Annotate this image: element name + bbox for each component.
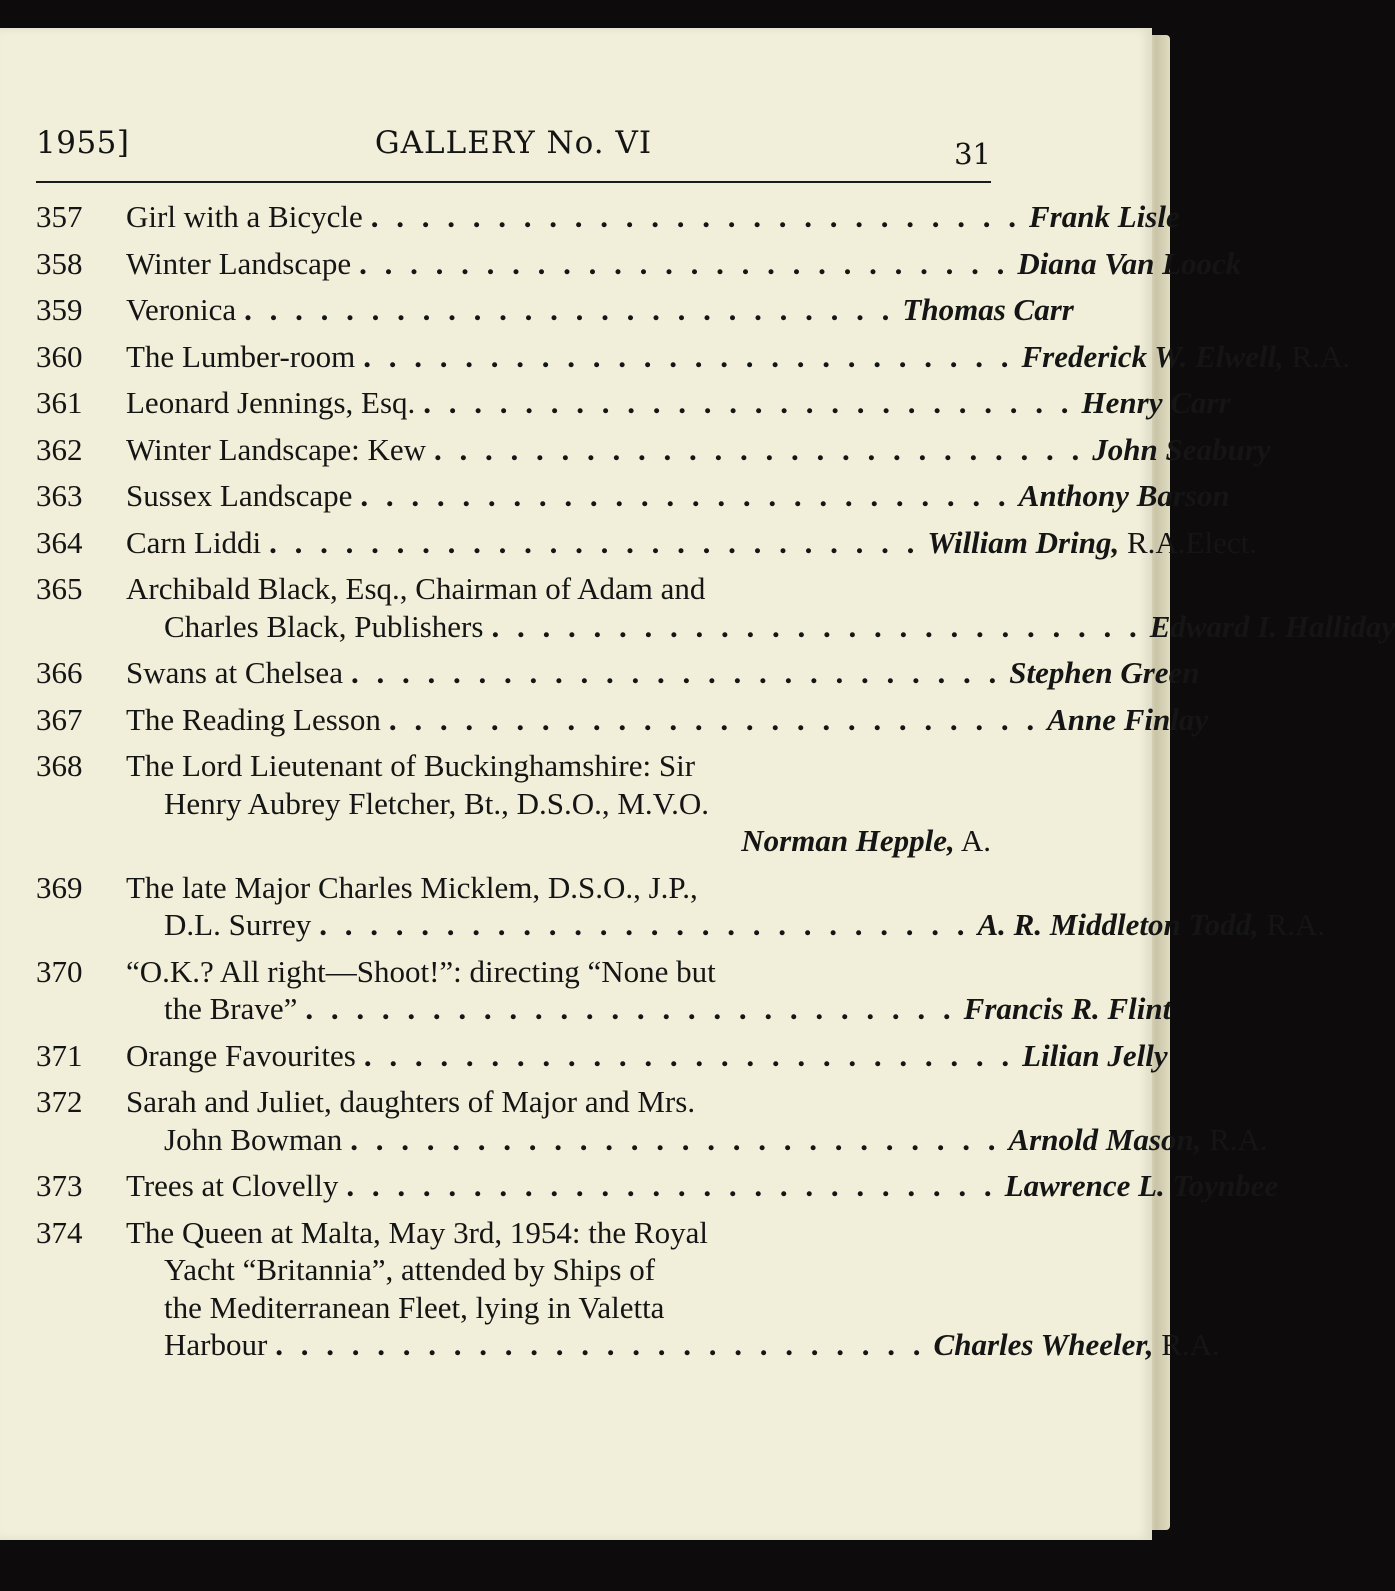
header-title: GALLERY No. VI <box>374 125 653 161</box>
leader-dots: . . . . . . . . . . . . . . . . . . . . . . . . . . <box>244 292 895 327</box>
entry-number: 374 <box>36 1214 83 1250</box>
leader-dots: . . . . . . . . . . . . . . . . . . . . . . . . . . <box>360 478 1011 513</box>
entry-title: Winter Landscape <box>126 245 352 281</box>
header-year: 1955] <box>36 125 130 161</box>
entry-artist: Norman Hepple, <box>741 823 955 858</box>
catalogue-entry <box>36 1037 1168 1075</box>
entry-artist: Francis R. Flint <box>963 991 1172 1026</box>
catalogue-entry <box>36 1214 1220 1364</box>
entry-title-continued: Yacht “Britannia”, attended by Ships of <box>164 1252 656 1287</box>
entry-number: 361 <box>36 385 83 420</box>
entry-artist: Frank Lisle <box>1029 199 1180 234</box>
entry-title: “O.K.? All right—Shoot!”: directing “None but <box>126 953 716 989</box>
entry-artist: A. R. Middleton Todd, <box>977 907 1259 942</box>
artist-suffix: R.A. <box>1209 1121 1268 1157</box>
catalogue-entry <box>36 477 1230 515</box>
leader-dots: . . . . . . . . . . . . . . . . . . . . . . . . . . <box>363 338 1014 374</box>
entry-title: Leonard Jennings, Esq. <box>126 385 416 420</box>
entry-number: 359 <box>36 292 83 327</box>
catalogue-entry <box>36 953 1172 1028</box>
entry-title-continued: the Mediterranean Fleet, lying in Valetta <box>164 1289 665 1325</box>
entry-title: Veronica <box>126 292 237 327</box>
catalogue-entry <box>36 701 1209 739</box>
entry-artist: Arnold Mason, <box>1008 1121 1202 1157</box>
entry-number: 366 <box>36 655 83 690</box>
page-number: 31 <box>954 137 991 171</box>
leader-dots: . . . . . . . . . . . . . . . . . . . . . . . . . . <box>388 701 1040 737</box>
entry-number: 362 <box>36 431 83 467</box>
catalogue-entry <box>36 245 1242 283</box>
entry-number: 370 <box>36 953 83 989</box>
entry-artist: Lawrence L. Toynbee <box>1004 1168 1279 1203</box>
entry-artist: Stephen Green <box>1009 655 1200 690</box>
entry-title: The Queen at Malta, May 3rd, 1954: the Royal <box>126 1214 708 1250</box>
entry-artist: Edward I. Halliday <box>1149 608 1395 644</box>
entry-artist: Henry Carr <box>1081 385 1231 420</box>
entry-artist: Frederick W. Elwell, <box>1021 338 1284 374</box>
entry-title: Winter Landscape: Kew <box>126 431 427 467</box>
entry-number: 363 <box>36 478 83 513</box>
entry-number: 357 <box>36 199 83 234</box>
entry-title: The Reading Lesson <box>126 701 381 737</box>
artist-suffix: R.A. <box>1266 907 1326 942</box>
entry-title: The late Major Charles Micklem, D.S.O., J.P., <box>126 869 698 905</box>
entry-number: 372 <box>36 1084 83 1119</box>
entry-number: 360 <box>36 338 83 374</box>
artist-suffix: R.A.Elect. <box>1126 524 1257 560</box>
entry-title: The Lumber-room <box>126 338 356 374</box>
catalogue-entry <box>36 570 1395 645</box>
leader-dots: . . . . . . . . . . . . . . . . . . . . . . . . . . <box>346 1168 997 1203</box>
entry-title-continued: D.L. Surrey <box>164 907 312 942</box>
entry-title-continued: the Brave” <box>164 991 298 1026</box>
leader-dots: . . . . . . . . . . . . . . . . . . . . . . . . . . <box>269 524 920 560</box>
running-header <box>36 125 991 177</box>
entry-artist: Anthony Barson <box>1018 478 1230 513</box>
catalogue-entry <box>36 431 1271 469</box>
catalogue-entries <box>36 198 1395 1373</box>
entry-title: Carn Liddi <box>126 524 262 560</box>
entry-number: 358 <box>36 245 83 281</box>
artist-suffix: A. <box>960 823 991 858</box>
entry-title-continued: Harbour <box>164 1327 268 1362</box>
catalogue-entry <box>36 524 1257 562</box>
entry-title: Girl with a Bicycle <box>126 199 363 234</box>
entry-artist: Diana Van Loock <box>1017 245 1242 281</box>
entry-title: Swans at Chelsea <box>126 655 343 690</box>
leader-dots: . . . . . . . . . . . . . . . . . . . . . . . . . . <box>305 991 956 1026</box>
entry-number: 368 <box>36 748 83 783</box>
entry-artist: Anne Finlay <box>1047 701 1209 737</box>
leader-dots: . . . . . . . . . . . . . . . . . . . . . . . . . . <box>423 385 1074 420</box>
entry-artist: John Seabury <box>1092 431 1271 467</box>
entry-title: Sussex Landscape <box>126 478 353 513</box>
entry-number: 364 <box>36 524 83 560</box>
entry-title: Archibald Black, Esq., Chairman of Adam and <box>126 571 706 606</box>
leader-dots: . . . . . . . . . . . . . . . . . . . . . . . . . . <box>491 608 1142 644</box>
leader-dots: . . . . . . . . . . . . . . . . . . . . . . . . . . <box>350 1121 1001 1157</box>
entry-artist: Lilian Jelly <box>1022 1037 1168 1073</box>
catalogue-entry <box>36 869 1326 944</box>
entry-number: 365 <box>36 571 83 606</box>
catalogue-entry <box>36 747 991 860</box>
leader-dots: . . . . . . . . . . . . . . . . . . . . . . . . . . <box>275 1327 926 1362</box>
artist-suffix: R.A. <box>1291 338 1351 374</box>
entry-title-continued: Henry Aubrey Fletcher, Bt., D.S.O., M.V.O. <box>164 785 709 821</box>
catalogue-entry <box>36 338 1351 376</box>
leader-dots: . . . . . . . . . . . . . . . . . . . . . . . . . . <box>370 199 1021 234</box>
entry-number: 371 <box>36 1037 83 1073</box>
entry-title-continued: John Bowman <box>164 1121 343 1157</box>
catalogue-entry <box>36 198 1180 236</box>
header-rule <box>36 181 991 183</box>
catalogue-entry <box>36 1167 1279 1205</box>
entry-number: 369 <box>36 869 83 905</box>
leader-dots: . . . . . . . . . . . . . . . . . . . . . . . . . . <box>434 431 1085 467</box>
entry-artist: William Dring, <box>927 524 1120 560</box>
entry-title: The Lord Lieutenant of Buckinghamshire: Sir <box>126 748 696 783</box>
entry-title: Sarah and Juliet, daughters of Major and Mrs. <box>126 1084 696 1119</box>
catalogue-entry <box>36 1083 1268 1158</box>
catalogue-entry <box>36 291 1074 329</box>
entry-title: Trees at Clovelly <box>126 1168 339 1203</box>
leader-dots: . . . . . . . . . . . . . . . . . . . . . . . . . . <box>350 655 1002 690</box>
entry-number: 367 <box>36 701 83 737</box>
entry-artist: Thomas Carr <box>902 292 1074 327</box>
entry-artist: Charles Wheeler, <box>933 1327 1154 1362</box>
entry-title: Orange Favourites <box>126 1037 356 1073</box>
leader-dots: . . . . . . . . . . . . . . . . . . . . . . . . . . <box>363 1037 1015 1073</box>
leader-dots: . . . . . . . . . . . . . . . . . . . . . . . . . . <box>359 245 1010 281</box>
artist-suffix: R.A. <box>1161 1327 1220 1362</box>
entry-title-continued: Charles Black, Publishers <box>164 608 484 644</box>
catalogue-entry <box>36 384 1231 422</box>
catalogue-entry <box>36 654 1200 692</box>
entry-number: 373 <box>36 1168 83 1203</box>
leader-dots: . . . . . . . . . . . . . . . . . . . . . . . . . . <box>319 907 970 942</box>
